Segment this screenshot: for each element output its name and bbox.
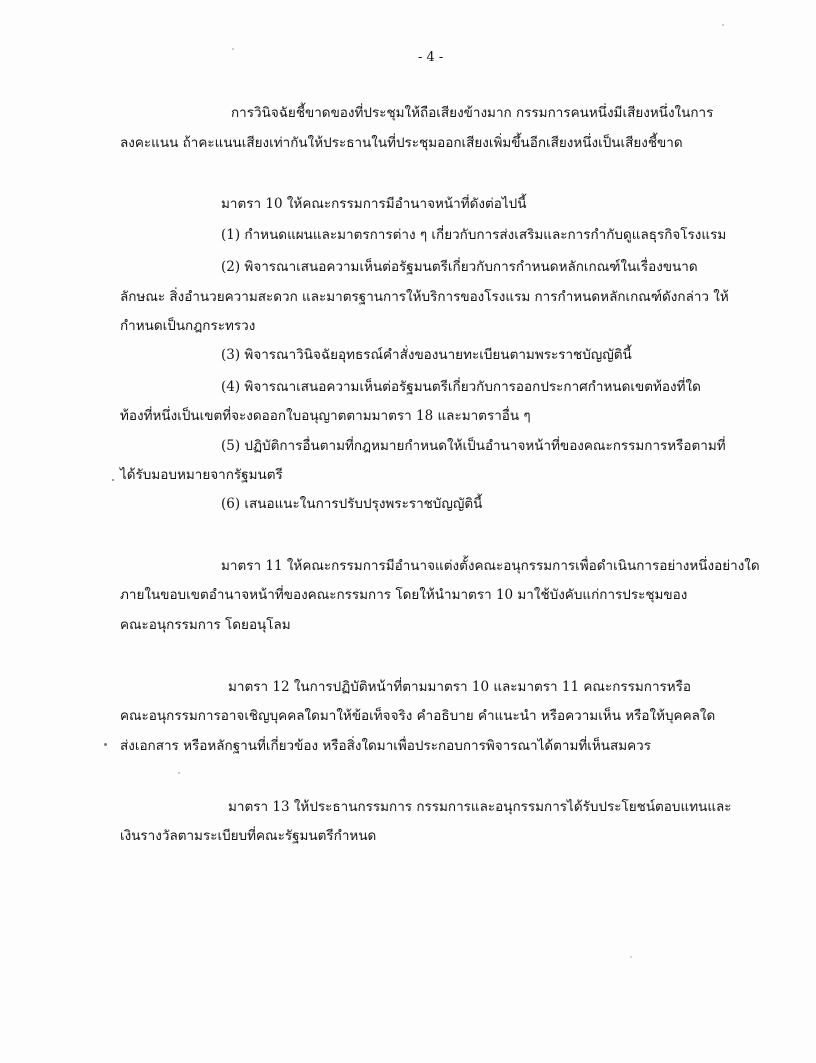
scan-speck <box>232 48 234 50</box>
paragraph-line: การวินิจฉัยชี้ขาดของที่ประชุมให้ถือเสียงข้างมาก กรรมการคนหนึ่งมีเสียงหนึ่งในการ <box>231 105 714 121</box>
section-11-line: ภายในขอบเขตอำนาจหน้าที่ของคณะกรรมการ โดยให้นำมาตรา 10 มาใช้บังคับแก่การประชุมของ <box>120 587 688 603</box>
section-11-line: มาตรา 11 ให้คณะกรรมการมีอำนาจแต่งตั้งคณะอนุกรรมการเพื่อดำเนินการอย่างหนึ่งอย่างใด <box>221 558 760 574</box>
section-12-line: คณะอนุกรรมการอาจเชิญบุคคลใดมาให้ข้อเท็จจริง คำอธิบาย คำแนะนำ หรือความเห็น หรือให้บุคคลใด <box>120 708 716 724</box>
section-10-item-1: (1) กำหนดแผนและมาตรการต่าง ๆ เกี่ยวกับการส่งเสริมและการกำกับดูแลธุรกิจโรงแรม <box>221 227 727 243</box>
section-13-line: มาตรา 13 ให้ประธานกรรมการ กรรมการและอนุกรรมการได้รับประโยชน์ตอบแทนและ <box>228 799 732 815</box>
section-10-item-3: (3) พิจารณาวินิจฉัยอุทธรณ์คำสั่งของนายทะเบียนตามพระราชบัญญัตินี้ <box>221 347 632 363</box>
section-10-item-2: (2) พิจารณาเสนอความเห็นต่อรัฐมนตรีเกี่ยวกับการกำหนดหลักเกณฑ์ในเรื่องขนาด <box>221 259 698 275</box>
section-12-line: มาตรา 12 ในการปฏิบัติหน้าที่ตามมาตรา 10 และมาตรา 11 คณะกรรมการหรือ <box>228 679 692 695</box>
section-10-item-5: (5) ปฏิบัติการอื่นตามที่กฎหมายกำหนดให้เป็นอำนาจหน้าที่ของคณะกรรมการหรือตามที่ <box>221 438 726 454</box>
scan-speck <box>112 479 114 481</box>
section-10-item-4-cont: ท้องที่หนึ่งเป็นเขตที่จะงดออกใบอนุญาตตามมาตรา 18 และมาตราอื่น ๆ <box>120 408 531 424</box>
scan-speck <box>104 743 107 746</box>
section-11-line: คณะอนุกรรมการ โดยอนุโลม <box>120 617 291 633</box>
page-number: - 4 - <box>418 50 444 65</box>
section-10-item-2-cont: ลักษณะ สิ่งอำนวยความสะดวก และมาตรฐานการให้บริการของโรงแรม การกำหนดหลักเกณฑ์ดังกล่าว ให้ <box>120 289 729 305</box>
scan-speck <box>178 772 180 774</box>
section-10-item-5-cont: ได้รับมอบหมายจากรัฐมนตรี <box>120 467 283 483</box>
section-13-line: เงินรางวัลตามระเบียบที่คณะรัฐมนตรีกำหนด <box>120 828 377 844</box>
section-12-line: ส่งเอกสาร หรือหลักฐานที่เกี่ยวข้อง หรือสิ่งใดมาเพื่อประกอบการพิจารณาได้ตามที่เห็นสมควร <box>120 738 652 754</box>
paragraph-line: ลงคะแนน ถ้าคะแนนเสียงเท่ากันให้ประธานในที่ประชุมออกเสียงเพิ่มขึ้นอีกเสียงหนึ่งเป็นเสียงชี้ขาด <box>120 135 683 151</box>
scan-speck <box>722 24 724 26</box>
section-10-item-6: (6) เสนอแนะในการปรับปรุงพระราชบัญญัตินี้ <box>221 496 483 512</box>
scan-speck <box>630 956 632 958</box>
section-10-item-4: (4) พิจารณาเสนอความเห็นต่อรัฐมนตรีเกี่ยวกับการออกประกาศกำหนดเขตท้องที่ใด <box>221 379 701 395</box>
section-10-heading: มาตรา 10 ให้คณะกรรมการมีอำนาจหน้าที่ดังต่อไปนี้ <box>221 196 527 212</box>
section-10-item-2-cont: กำหนดเป็นกฎกระทรวง <box>120 318 256 334</box>
